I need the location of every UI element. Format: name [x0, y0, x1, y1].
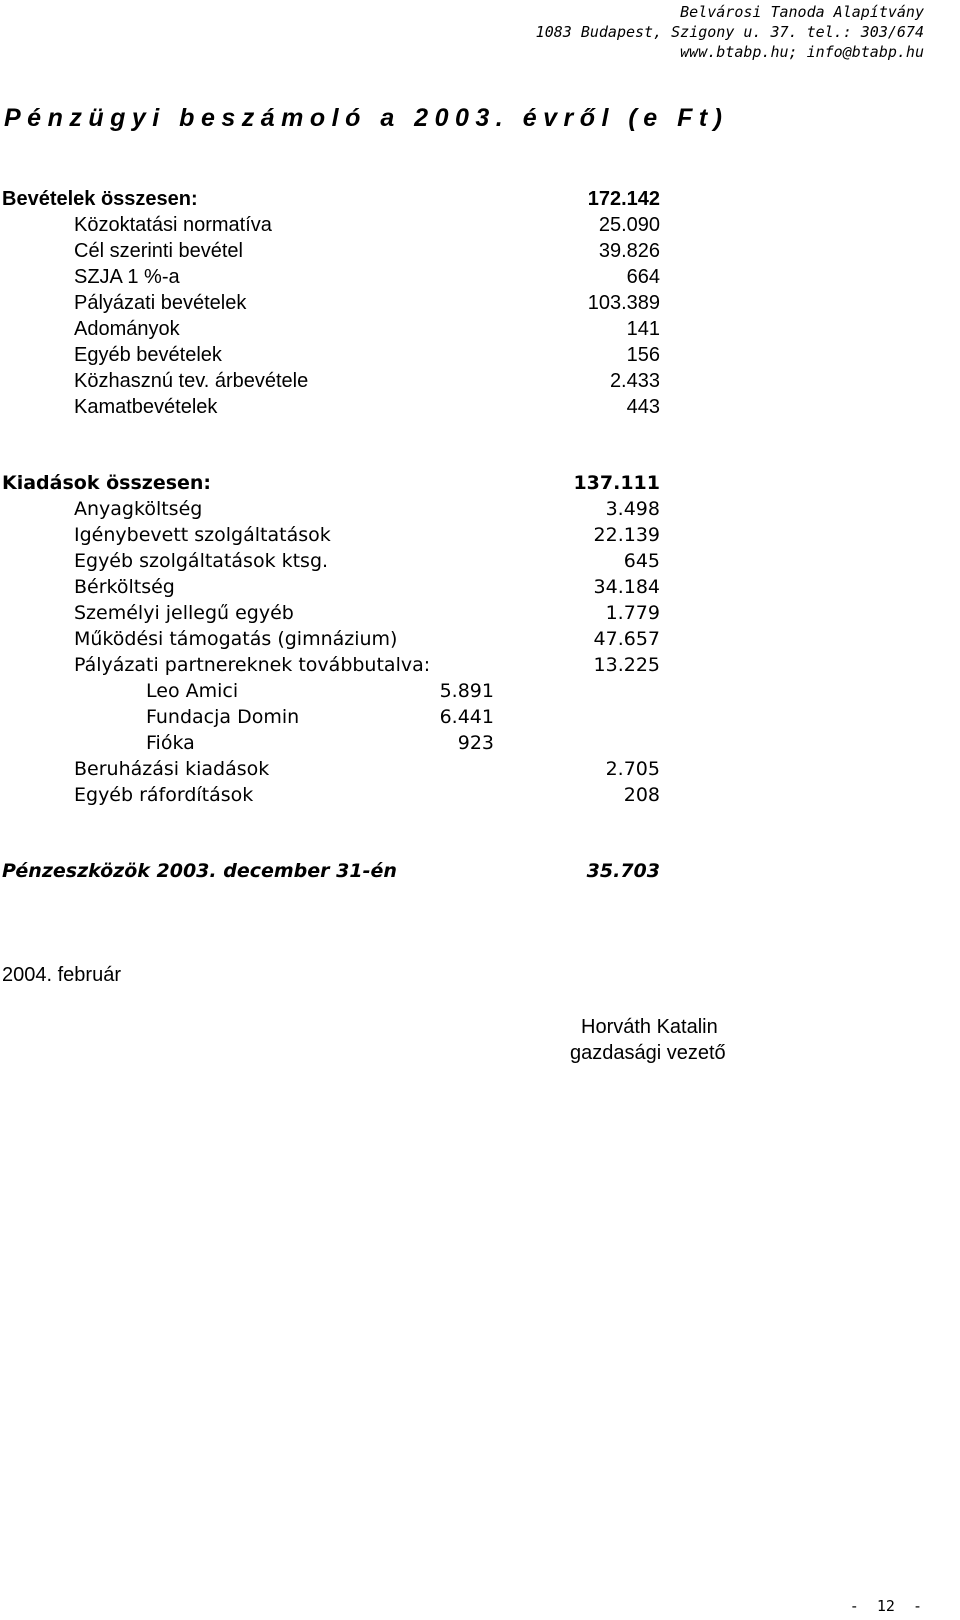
- expense-item-row: [0, 756, 960, 782]
- expense-item-value: 645: [623, 550, 660, 572]
- cash-value: 35.703: [586, 860, 660, 882]
- page-number: - 12 -: [849, 1597, 922, 1615]
- partner-label: Fióka: [146, 732, 195, 754]
- partner-row: [0, 678, 960, 704]
- revenue-item-label: Kamatbevételek: [74, 396, 218, 418]
- expense-item-row: [0, 522, 960, 548]
- expense-total-row: [0, 470, 960, 496]
- expense-item-row: [0, 652, 960, 678]
- signatory-role: gazdasági vezető: [570, 1042, 726, 1064]
- revenue-total-row: [0, 186, 960, 212]
- revenue-item-row: [0, 238, 960, 264]
- expense-item-value: 3.498: [605, 498, 660, 520]
- revenue-item-row: [0, 394, 960, 420]
- revenue-total-label: Bevételek összesen:: [2, 188, 198, 210]
- partner-value: 6.441: [439, 706, 494, 728]
- partner-value: 5.891: [439, 680, 494, 702]
- expense-item-label: Egyéb ráfordítások: [74, 784, 254, 806]
- cash-label: Pénzeszközök 2003. december 31-én: [2, 860, 397, 882]
- header-org-name: Belvárosi Tanoda Alapítvány: [680, 3, 924, 21]
- revenue-item-value: 2.433: [609, 370, 660, 392]
- expense-item-label: Működési támogatás (gimnázium): [74, 628, 398, 650]
- expense-total-label: Kiadások összesen:: [2, 472, 212, 494]
- expense-item-label: Egyéb szolgáltatások ktsg.: [74, 550, 329, 572]
- expense-item-value: 208: [623, 784, 660, 806]
- expense-item-value: 47.657: [593, 628, 660, 650]
- revenue-item-row: [0, 212, 960, 238]
- revenue-item-value: 443: [626, 396, 660, 418]
- partner-value: 923: [457, 732, 494, 754]
- revenue-item-row: [0, 290, 960, 316]
- revenue-item-label: Pályázati bevételek: [74, 292, 247, 314]
- revenue-item-row: [0, 342, 960, 368]
- expense-item-value: 1.779: [605, 602, 660, 624]
- revenue-item-value: 141: [626, 318, 660, 340]
- expense-item-row: [0, 548, 960, 574]
- revenue-item-label: Adományok: [74, 318, 180, 340]
- expense-item-row: [0, 574, 960, 600]
- expense-item-label: Személyi jellegű egyéb: [74, 602, 294, 624]
- expense-item-value: 34.184: [593, 576, 660, 598]
- revenue-item-label: Cél szerinti bevétel: [74, 240, 243, 262]
- revenue-item-row: [0, 264, 960, 290]
- revenue-item-row: [0, 368, 960, 394]
- signatory-name: Horváth Katalin: [581, 1016, 718, 1038]
- revenue-item-label: Egyéb bevételek: [74, 344, 222, 366]
- header-address: 1083 Budapest, Szigony u. 37. tel.: 303/674: [535, 23, 924, 41]
- revenue-item-value: 156: [626, 344, 660, 366]
- report-title: Pénzügyi beszámoló a 2003. évről (e Ft): [4, 104, 729, 132]
- revenue-item-value: 664: [626, 266, 660, 288]
- expense-total-value: 137.111: [573, 472, 660, 494]
- revenue-item-row: [0, 316, 960, 342]
- expense-item-label: Pályázati partnereknek továbbutalva:: [74, 654, 431, 676]
- partner-row: [0, 704, 960, 730]
- report-date: 2004. február: [2, 964, 121, 986]
- header-web-contact: www.btabp.hu; info@btabp.hu: [680, 43, 924, 61]
- revenue-item-label: Közoktatási normatíva: [74, 214, 272, 236]
- expense-item-label: Igénybevett szolgáltatások: [74, 524, 331, 546]
- cash-row: [0, 858, 960, 884]
- expense-item-label: Anyagköltség: [74, 498, 203, 520]
- partner-label: Leo Amici: [146, 680, 239, 702]
- revenue-total-value: 172.142: [587, 188, 660, 210]
- expense-item-label: Beruházási kiadások: [74, 758, 270, 780]
- expense-item-row: [0, 626, 960, 652]
- partner-label: Fundacja Domin: [146, 706, 300, 728]
- revenue-item-label: Közhasznú tev. árbevétele: [74, 370, 309, 392]
- revenue-item-value: 25.090: [598, 214, 660, 236]
- partner-row: [0, 730, 960, 756]
- expense-item-row: [0, 782, 960, 808]
- expense-item-value: 13.225: [593, 654, 660, 676]
- expense-item-row: [0, 496, 960, 522]
- expense-item-row: [0, 600, 960, 626]
- revenue-item-value: 103.389: [587, 292, 660, 314]
- revenue-item-label: SZJA 1 %-a: [74, 266, 180, 288]
- expense-item-label: Bérköltség: [74, 576, 175, 598]
- revenue-item-value: 39.826: [598, 240, 660, 262]
- expense-item-value: 22.139: [593, 524, 660, 546]
- expense-item-value: 2.705: [605, 758, 660, 780]
